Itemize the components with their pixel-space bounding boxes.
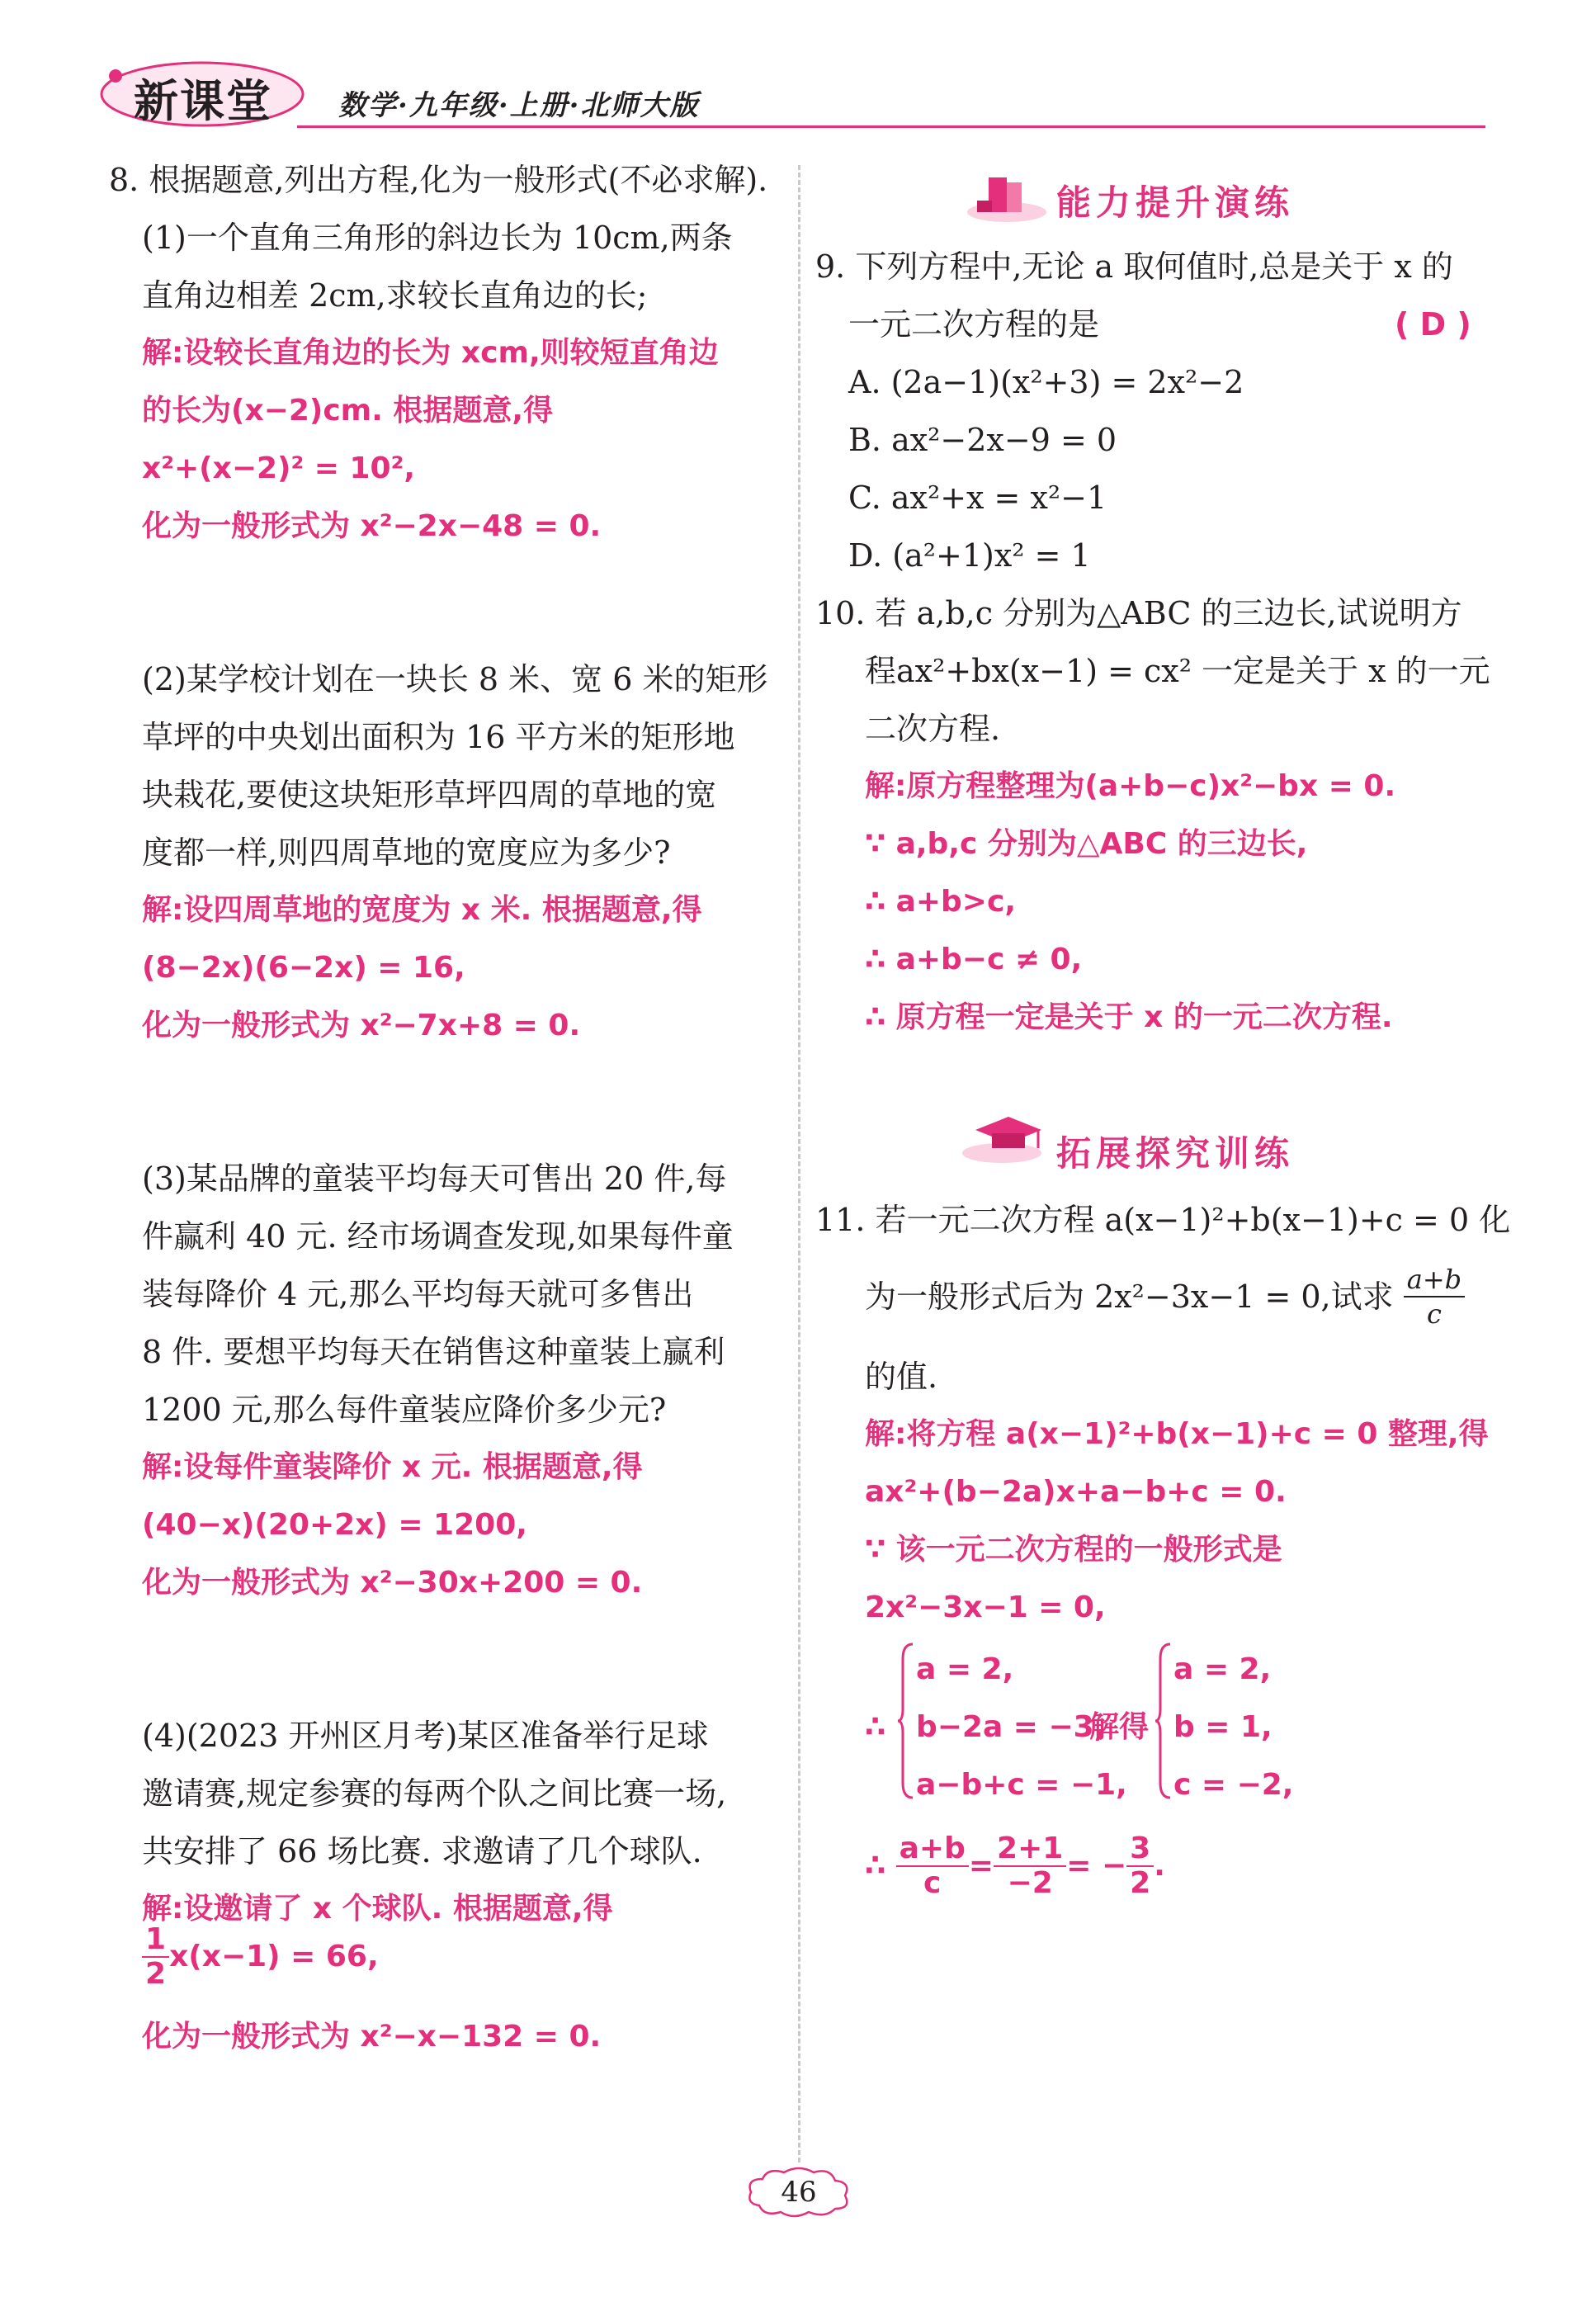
fraction: $\frac{a+b}{c}$	[896, 1832, 969, 1900]
q9-line: 一元二次方程的是	[848, 306, 1100, 343]
q8-p2-line: 草坪的中央划出面积为 16 平方米的矩形地	[142, 719, 735, 755]
q8-p3-line: 8 件. 要想平均每天在销售这种童装上赢利	[142, 1334, 725, 1370]
q11-answer: ∵ 该一元二次方程的一般形式是	[865, 1533, 1282, 1567]
q9-line: 9. 下列方程中,无论 a 取何值时,总是关于 x 的	[815, 248, 1453, 285]
q8-p4-answer: 化为一般形式为 x²−x−132 = 0.	[142, 2020, 602, 2054]
system2-equation: a = 2,	[1173, 1652, 1272, 1686]
q11-answer: 解:将方程 a(x−1)²+b(x−1)+c = 0 整理,得	[865, 1417, 1489, 1451]
logo-text: 新课堂	[134, 75, 272, 127]
header-divider	[297, 125, 1485, 128]
q9-option-d: D. (a²+1)x² = 1	[848, 537, 1091, 574]
column-divider	[798, 165, 800, 2162]
q8-p3-line: (3)某品牌的童装平均每天可售出 20 件,每	[142, 1160, 727, 1197]
fraction: $\frac{3}{2}$	[1126, 1832, 1154, 1900]
q11-answer: 2x²−3x−1 = 0,	[865, 1590, 1106, 1624]
q8-p1-answer: 的长为(x−2)cm. 根据题意,得	[142, 394, 554, 428]
q8-p4-line: (4)(2023 开州区月考)某区准备举行足球	[142, 1718, 709, 1754]
q8-p3-answer: 解:设每件童装降价 x 元. 根据题意,得	[142, 1450, 643, 1484]
system2-equation: b = 1,	[1173, 1710, 1273, 1744]
q11-line: 11. 若一元二次方程 a(x−1)²+b(x−1)+c = 0 化	[815, 1202, 1511, 1238]
q8-p4-answer: 解:设邀请了 x 个球队. 根据题意,得	[142, 1892, 613, 1926]
therefore-symbol: ∴	[865, 1710, 886, 1744]
q11-line: 的值.	[865, 1359, 938, 1395]
q8-p2-answer: 解:设四周草地的宽度为 x 米. 根据题意,得	[142, 893, 702, 927]
system1-equation: b−2a = −3,	[916, 1710, 1106, 1744]
q8-p4-equation: $\frac{1}{2}$ x(x−1) = 66,	[142, 1923, 379, 1991]
q11-line-with-fraction: 为一般形式后为 2x²−3x−1 = 0,试求 $\frac{a+b}{c}$	[865, 1263, 1465, 1331]
q8-p2-line: (2)某学校计划在一块长 8 米、宽 6 米的矩形	[142, 661, 768, 697]
q10-answer: ∴ 原方程一定是关于 x 的一元二次方程.	[865, 1000, 1393, 1034]
q8-p3-line: 装每降价 4 元,那么平均每天就可多售出	[142, 1276, 694, 1312]
q8-p4-line: 共安排了 66 场比赛. 求邀请了几个球队.	[142, 1833, 702, 1869]
q11-final-equation: ∴ $\frac{a+b}{c}$ = $\frac{2+1}{-2}$ = − $\frac{3}{2}$ .	[865, 1832, 1165, 1900]
section-title-ability: 能力提升演练	[1056, 182, 1295, 223]
q10-answer: ∵ a,b,c 分别为△ABC 的三边长,	[865, 827, 1308, 861]
q8-p2-answer: 化为一般形式为 x²−7x+8 = 0.	[142, 1009, 581, 1042]
q8-p3-line: 1200 元,那么每件童装应降价多少元?	[142, 1392, 667, 1428]
section-books-icon	[966, 169, 1048, 224]
q9-answer: ( D )	[1395, 306, 1471, 343]
q8-p1-answer: x²+(x−2)² = 10²,	[142, 451, 416, 485]
q8-p3-answer: 化为一般形式为 x²−30x+200 = 0.	[142, 1566, 643, 1600]
q10-line: 程ax²+bx(x−1) = cx² 一定是关于 x 的一元	[865, 653, 1490, 689]
q8-p2-line: 块栽花,要使这块矩形草坪四周的草地的宽	[142, 777, 717, 813]
fraction: $\frac{2+1}{-2}$	[994, 1832, 1066, 1900]
q10-answer: 解:原方程整理为(a+b−c)x²−bx = 0.	[865, 769, 1396, 803]
q10-answer: ∴ a+b>c,	[865, 885, 1016, 919]
q8-p3-line: 件赢利 40 元. 经市场调查发现,如果每件童	[142, 1218, 734, 1255]
q8-p2-line: 度都一样,则四周草地的宽度应为多少?	[142, 834, 671, 871]
q8-stem: 8. 根据题意,列出方程,化为一般形式(不必求解).	[109, 162, 768, 198]
q9-option-c: C. ax²+x = x²−1	[848, 480, 1107, 516]
q8-p1-line: (1)一个直角三角形的斜边长为 10cm,两条	[142, 220, 733, 256]
q8-p1-answer: 解:设较长直角边的长为 xcm,则较短直角边	[142, 336, 719, 370]
q8-p3-answer: (40−x)(20+2x) = 1200,	[142, 1508, 527, 1542]
q8-p1-line: 直角边相差 2cm,求较长直角边的长;	[142, 277, 648, 314]
fraction-one-half: $\frac{1}{2}$	[142, 1923, 169, 1991]
q8-p4-line: 邀请赛,规定参赛的每两个队之间比赛一场,	[142, 1775, 727, 1812]
system1-equation: a = 2,	[916, 1652, 1014, 1686]
page-number: 46	[781, 2176, 817, 2209]
q11-answer: ax²+(b−2a)x+a−b+c = 0.	[865, 1475, 1287, 1509]
system1-equation: a−b+c = −1,	[916, 1768, 1127, 1802]
section-graduation-cap-icon	[959, 1110, 1050, 1165]
q9-option-b: B. ax²−2x−9 = 0	[848, 422, 1117, 458]
q10-line: 二次方程.	[865, 711, 1001, 747]
q10-answer: ∴ a+b−c ≠ 0,	[865, 943, 1083, 976]
fraction-a-plus-b-over-c: $\frac{a+b}{c}$	[1404, 1263, 1465, 1331]
solve-label: 解得	[1089, 1710, 1150, 1744]
section-title-extension: 拓展探究训练	[1056, 1133, 1295, 1174]
q9-option-a: A. (2a−1)(x²+3) = 2x²−2	[848, 364, 1244, 400]
q8-p1-answer: 化为一般形式为 x²−2x−48 = 0.	[142, 509, 602, 543]
q10-line: 10. 若 a,b,c 分别为△ABC 的三边长,试说明方	[815, 595, 1462, 631]
left-brace-icon	[1154, 1642, 1173, 1799]
system2-equation: c = −2,	[1173, 1768, 1294, 1802]
q8-p2-answer: (8−2x)(6−2x) = 16,	[142, 951, 465, 985]
left-brace-icon	[896, 1642, 916, 1799]
header-logo	[99, 59, 305, 127]
header-subtitle: 数学·九年级·上册·北师大版	[338, 89, 700, 122]
